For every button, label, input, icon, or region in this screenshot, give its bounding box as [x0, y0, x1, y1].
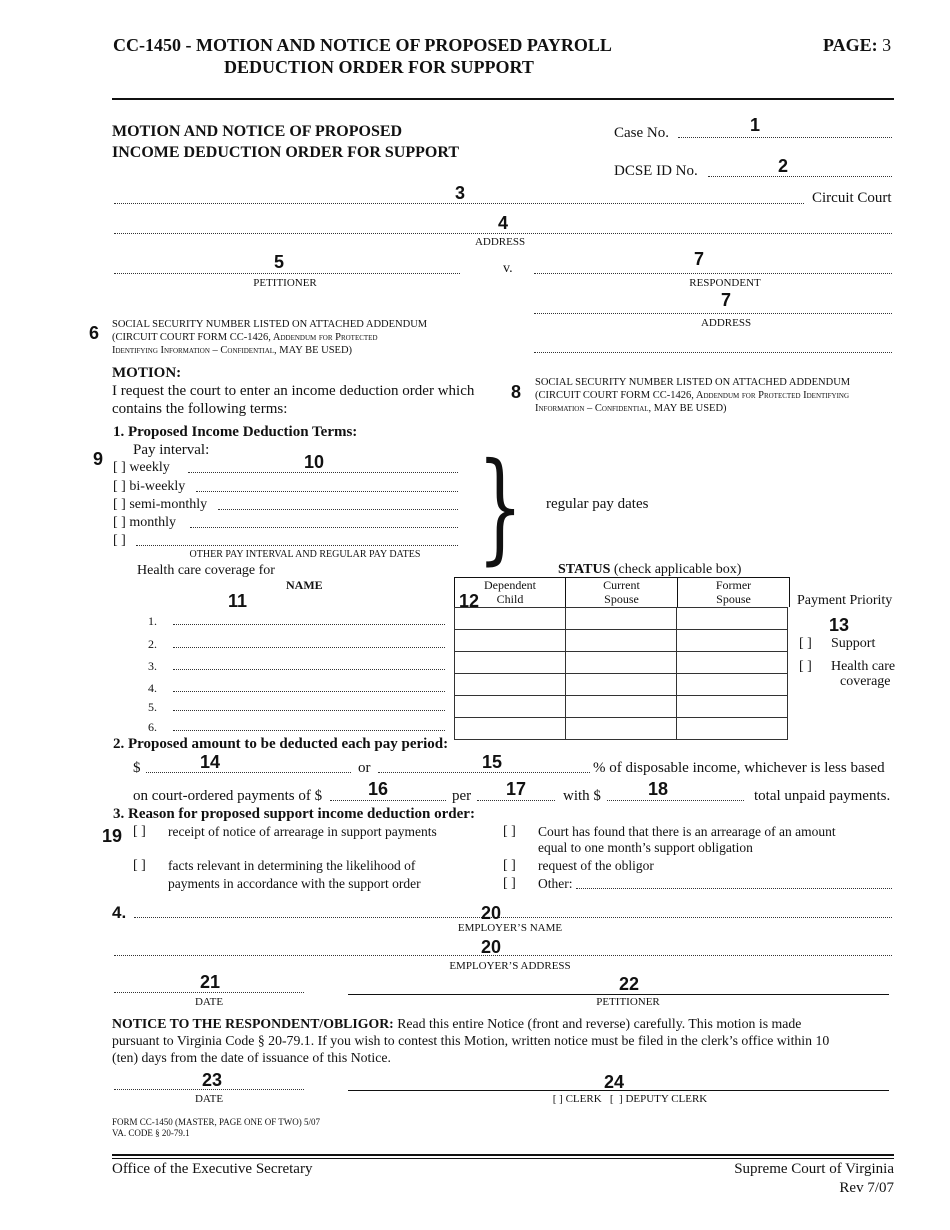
section4-number: 4.	[112, 903, 127, 922]
status-cell[interactable]	[566, 608, 677, 630]
field-number-20b: 20	[481, 937, 502, 957]
page-number: 3	[882, 35, 892, 55]
footer-rev: Rev 7/07	[839, 1180, 894, 1196]
name-row-field-3[interactable]	[173, 669, 445, 670]
form-title-line2: DEDUCTION ORDER FOR SUPPORT	[224, 57, 534, 77]
ssn-note-petitioner-l1: SOCIAL SECURITY NUMBER LISTED ON ATTACHED ADDENDUM	[112, 319, 428, 330]
col-former-spouse	[678, 578, 789, 606]
ssn-note-respondent	[535, 376, 850, 415]
motion-text-1: I request the court to enter an income deduction order which	[112, 383, 475, 399]
petitioner-signature-label: PETITIONER	[596, 996, 660, 1008]
status-cell[interactable]	[455, 674, 566, 696]
status-row-4	[455, 674, 788, 696]
court-ordered-text: on court-ordered payments of $	[133, 788, 323, 804]
col-current-l1: Current	[603, 578, 640, 592]
field-number-22: 22	[619, 974, 640, 994]
status-row-5	[455, 696, 788, 718]
reason-court-found-text-1: Court has found that there is an arrearage of an amount	[538, 824, 836, 839]
name-row-num-3: 3.	[148, 659, 157, 673]
employer-address-label: EMPLOYER’S ADDRESS	[449, 960, 571, 972]
form-footer	[112, 1117, 320, 1139]
court-ordered-field[interactable]	[330, 800, 446, 801]
page-indicator	[823, 35, 891, 56]
motion-title-line1: MOTION AND NOTICE OF PROPOSED	[112, 123, 403, 140]
reason-facts-checkbox[interactable]: [ ]	[133, 858, 146, 873]
case-no-label: Case No.	[614, 125, 669, 141]
field-number-10: 10	[304, 452, 325, 472]
semi-monthly-field[interactable]	[218, 509, 458, 510]
status-cell[interactable]	[677, 652, 788, 674]
health-coverage-label: Health care coverage for	[137, 563, 275, 578]
option-other[interactable]: [ ]	[113, 533, 126, 548]
col-former-l2: Spouse	[716, 592, 751, 606]
field-number-5: 5	[274, 252, 285, 272]
status-cell[interactable]	[455, 696, 566, 718]
reason-facts-text-2: payments in accordance with the support order	[168, 876, 421, 891]
notice-line-1	[112, 1016, 801, 1032]
field-number-15: 15	[482, 752, 503, 772]
ssn-note-petitioner-l3: Identifying Information – Confidential, MAY BE USED)	[112, 345, 353, 356]
respondent-address-label: ADDRESS	[700, 317, 752, 329]
bi-weekly-field[interactable]	[196, 491, 458, 492]
option-monthly[interactable]: [ ] monthly	[113, 515, 176, 530]
field-number-12: 12	[459, 591, 480, 611]
form-title-line1: CC-1450 - MOTION AND NOTICE OF PROPOSED PAYROLL	[113, 35, 612, 55]
notice-text-2: pursuant to Virginia Code § 20-79.1. If you wish to contest this Motion, written notice must be filed in the clerk’s office within 10	[112, 1033, 830, 1048]
employer-address-field[interactable]	[114, 955, 892, 956]
petitioner-label: PETITIONER	[253, 277, 317, 289]
reason-obligor-checkbox[interactable]: [ ]	[503, 858, 516, 873]
page-label: PAGE	[823, 35, 872, 55]
regular-pay-dates-label: regular pay dates	[546, 496, 649, 512]
reason-obligor-text: request of the obligor	[538, 858, 654, 873]
name-row-num-1: 1.	[148, 614, 157, 628]
versus-text: v.	[503, 261, 513, 276]
field-number-3: 3	[455, 183, 466, 203]
footer-court: Supreme Court of Virginia	[734, 1161, 894, 1177]
status-cell[interactable]	[677, 696, 788, 718]
status-cell[interactable]	[566, 696, 677, 718]
case-no-field[interactable]	[678, 137, 892, 138]
status-cell[interactable]	[566, 652, 677, 674]
field-number-14: 14	[200, 752, 221, 772]
dollar-sign: $	[133, 760, 141, 776]
ssn-note-petitioner	[112, 318, 427, 357]
page-colon: :	[871, 35, 878, 55]
motion-text-2: contains the following terms:	[112, 401, 288, 417]
section3-heading: 3. Reason for proposed support income deduction order:	[113, 806, 475, 822]
form-footer-l1: FORM CC-1450 (MASTER, PAGE ONE OF TWO) 5/07	[112, 1117, 321, 1127]
status-cell[interactable]	[566, 718, 677, 740]
priority-support-checkbox[interactable]: [ ]	[799, 636, 812, 651]
weekly-field[interactable]	[188, 472, 458, 473]
respondent-address-field[interactable]	[534, 313, 892, 314]
ssn-note-respondent-l3: Information – Confidential, MAY BE USED)	[535, 403, 727, 414]
status-row-3	[455, 652, 788, 674]
status-cell[interactable]	[455, 630, 566, 652]
reason-arrearage-notice-text: receipt of notice of arrearage in support payments	[168, 824, 437, 839]
name-row-field-1[interactable]	[173, 624, 445, 625]
ssn-note-respondent-l2: (CIRCUIT COURT FORM CC-1426, Addendum for Protected Identifying	[535, 390, 850, 401]
field-number-24: 24	[604, 1072, 625, 1092]
col-current-spouse	[566, 578, 677, 606]
other-interval-field[interactable]	[136, 545, 458, 546]
name-row-num-5: 5.	[148, 700, 157, 714]
field-number-11: 11	[228, 591, 248, 611]
status-row-6	[455, 718, 788, 740]
field-number-19: 19	[102, 826, 123, 846]
payment-priority-label: Payment Priority	[797, 593, 893, 608]
col-current-l2: Spouse	[604, 592, 639, 606]
status-cell[interactable]	[566, 630, 677, 652]
dcse-id-field[interactable]	[708, 176, 892, 177]
priority-health-checkbox[interactable]: [ ]	[799, 659, 812, 674]
field-number-2: 2	[778, 156, 789, 176]
reason-court-found-checkbox[interactable]: [ ]	[503, 824, 516, 839]
respondent-field[interactable]	[534, 273, 892, 274]
unpaid-field[interactable]	[607, 800, 744, 801]
section1-heading: 1. Proposed Income Deduction Terms:	[113, 424, 358, 440]
respondent-address-field-2[interactable]	[534, 352, 892, 353]
notice-heading: NOTICE TO THE RESPONDENT/OBLIGOR:	[112, 1016, 394, 1031]
col-dependent-l2: Child	[496, 592, 524, 606]
status-cell[interactable]	[455, 608, 566, 630]
status-cell[interactable]	[455, 652, 566, 674]
field-number-17: 17	[506, 779, 527, 799]
section2-heading: 2. Proposed amount to be deducted each pay period:	[113, 736, 449, 752]
form-footer-l2: VA. CODE § 20-79.1	[112, 1128, 190, 1138]
status-cell[interactable]	[455, 718, 566, 740]
name-row-num-6: 6.	[148, 720, 157, 734]
status-cell[interactable]	[677, 608, 788, 630]
status-cell[interactable]	[677, 718, 788, 740]
brace-symbol: }	[477, 438, 524, 577]
petitioner-date-label: DATE	[194, 996, 224, 1008]
name-header: NAME	[286, 578, 323, 592]
motion-title-line2: INCOME DEDUCTION ORDER FOR SUPPORT	[112, 144, 460, 161]
other-interval-label: OTHER PAY INTERVAL AND REGULAR PAY DATES	[189, 549, 421, 560]
field-number-8: 8	[511, 382, 522, 402]
field-number-18: 18	[648, 779, 669, 799]
total-unpaid-text: total unpaid payments.	[754, 788, 891, 804]
dcse-id-label: DCSE ID No.	[614, 163, 698, 179]
reason-court-found-text-2: equal to one month’s support obligation	[538, 840, 753, 855]
name-row-num-2: 2.	[148, 637, 157, 651]
status-rest: (check applicable box)	[610, 562, 742, 577]
percent-text: % of disposable income, whichever is less based	[593, 760, 885, 776]
status-row-2	[455, 630, 788, 652]
field-number-16: 16	[368, 779, 389, 799]
footer-rule-1	[112, 1154, 894, 1156]
field-number-6: 6	[89, 323, 100, 343]
status-bold: STATUS	[558, 562, 611, 577]
option-bi-weekly[interactable]: [ ] bi-weekly	[113, 479, 186, 494]
footer-rule-2	[112, 1158, 894, 1159]
field-number-20a: 20	[481, 903, 502, 923]
field-number-21: 21	[200, 972, 221, 992]
motion-heading: MOTION:	[112, 365, 182, 381]
status-table	[454, 607, 788, 740]
field-number-1: 1	[750, 115, 761, 135]
notice-text-3: (ten) days from the date of issuance of this Notice.	[112, 1050, 391, 1065]
col-dependent-l1: Dependent	[484, 578, 536, 592]
court-address-label: ADDRESS	[474, 236, 526, 248]
reason-other-label: Other:	[538, 876, 573, 891]
with-text: with $	[563, 788, 601, 804]
field-number-23: 23	[202, 1070, 223, 1090]
employer-name-label: EMPLOYER’S NAME	[457, 922, 563, 934]
field-number-7b: 7	[721, 290, 732, 310]
reason-arrearage-notice-checkbox[interactable]: [ ]	[133, 824, 146, 839]
status-row-1	[455, 608, 788, 630]
clerk-label: [ ] CLERK [ ] DEPUTY CLERK	[552, 1093, 708, 1105]
reason-other-checkbox[interactable]: [ ]	[503, 876, 516, 891]
amount-field[interactable]	[146, 772, 351, 773]
col-former-l1: Former	[715, 578, 752, 592]
per-text: per	[452, 788, 472, 804]
status-col-rule-4	[789, 577, 790, 607]
option-weekly[interactable]: [ ] weekly	[113, 460, 170, 475]
monthly-field[interactable]	[190, 527, 458, 528]
name-row-field-2[interactable]	[173, 647, 445, 648]
petitioner-field[interactable]	[114, 273, 460, 274]
clerk-date-label: DATE	[194, 1093, 224, 1105]
employer-name-field[interactable]	[134, 917, 892, 918]
header-rule	[112, 98, 894, 100]
ssn-note-petitioner-l2: (CIRCUIT COURT FORM CC-1426, Addendum for Protected	[112, 332, 378, 343]
status-header	[558, 562, 741, 578]
field-number-4: 4	[498, 213, 509, 233]
ssn-note-respondent-l1: SOCIAL SECURITY NUMBER LISTED ON ATTACHED ADDENDUM	[535, 377, 851, 388]
respondent-label: RESPONDENT	[689, 277, 761, 289]
notice-text-1: Read this entire Notice (front and reverse) carefully. This motion is made	[393, 1016, 802, 1031]
option-semi-monthly[interactable]: [ ] semi-monthly	[113, 497, 208, 512]
circuit-court-label: Circuit Court	[812, 190, 892, 206]
reason-facts-text-1: facts relevant in determining the likelihood of	[168, 858, 416, 873]
status-cell[interactable]	[566, 674, 677, 696]
name-row-field-6[interactable]	[173, 730, 445, 731]
reason-other-field[interactable]	[576, 888, 892, 889]
priority-coverage-label: coverage	[840, 674, 891, 689]
field-number-13: 13	[829, 615, 850, 635]
footer-office: Office of the Executive Secretary	[112, 1161, 313, 1177]
status-cell[interactable]	[677, 630, 788, 652]
name-row-num-4: 4.	[148, 681, 157, 695]
pay-interval-label: Pay interval:	[133, 442, 210, 458]
status-cell[interactable]	[677, 674, 788, 696]
field-number-7a: 7	[694, 249, 705, 269]
or-text: or	[358, 760, 371, 776]
name-row-field-4[interactable]	[173, 691, 445, 692]
field-number-9: 9	[93, 449, 104, 469]
priority-support-label: Support	[831, 636, 876, 651]
per-field[interactable]	[477, 800, 555, 801]
priority-health-label: Health care	[831, 659, 896, 674]
name-row-field-5[interactable]	[173, 710, 445, 711]
